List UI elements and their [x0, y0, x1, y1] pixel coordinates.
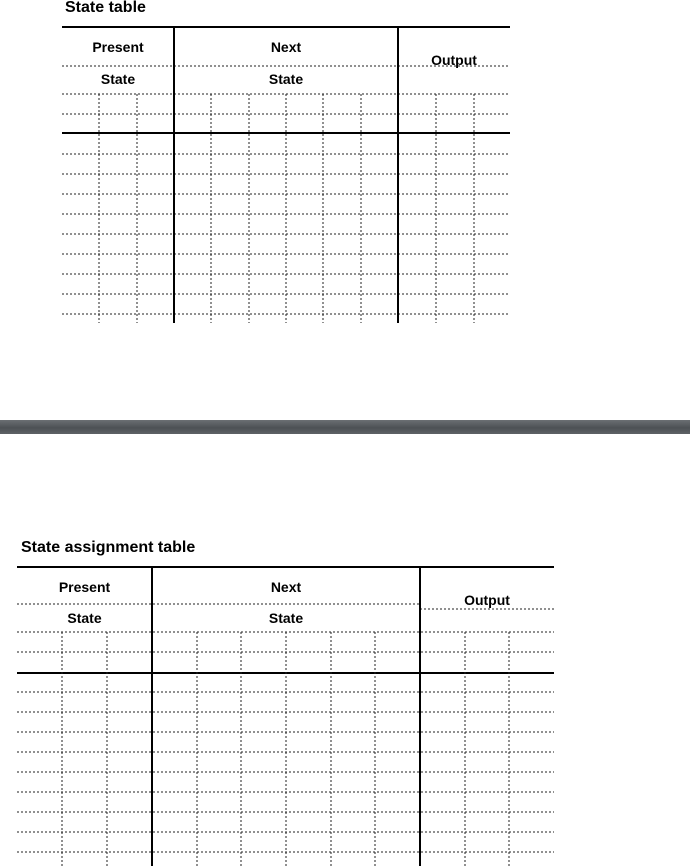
state-table-title: State table	[65, 0, 146, 16]
state-assignment-table-title: State assignment table	[21, 539, 196, 556]
assignment-table-present-state-header: State	[67, 610, 102, 626]
state-table-next-state-header: State	[268, 71, 304, 87]
state-table-present-header: Present	[92, 39, 144, 55]
assignment-table-present-header: Present	[58, 579, 111, 595]
state-table-present-state-header: State	[100, 71, 136, 87]
state-table-next-header: Next	[270, 39, 302, 55]
assignment-table-next-state-header: State	[268, 610, 304, 626]
assignment-table-next-header: Next	[270, 579, 302, 595]
state-table-output-header: Output	[431, 52, 477, 68]
assignment-table-output-header: Output	[464, 592, 510, 608]
